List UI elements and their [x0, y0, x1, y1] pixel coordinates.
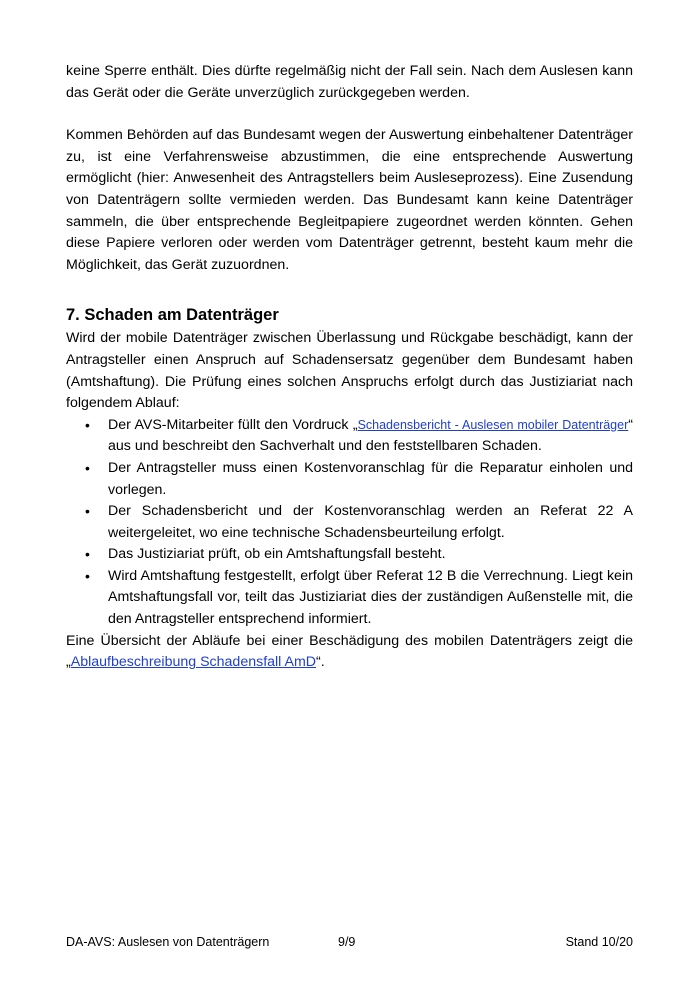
list-item: [66, 415, 633, 458]
ablaufbeschreibung-link[interactable]: Ablaufbeschreibung Schadensfall AmD: [70, 654, 317, 671]
footer-document-title: DA-AVS: Auslesen von Datenträgern: [66, 935, 270, 949]
paragraph-return-device: keine Sperre enthält. Dies dürfte regelmäßig nicht der Fall sein. Nach dem Auslesen kann das Gerät oder die Geräte unverzüglich zurückgegeben werden.: [66, 63, 633, 101]
footer-page-number: 9/9: [338, 935, 356, 949]
closing-text-end: “.: [316, 654, 325, 671]
section-heading-damage: 7. Schaden am Datenträger: [66, 306, 279, 325]
list-item-text: Der Schadensbericht und der Kostenvoranschlag werden an Referat 22 A weitergeleitet, wo eine technische Schadensbeurteilung erfolgt.: [108, 503, 633, 541]
list-item: [66, 544, 633, 566]
footer-version: Stand 10/20: [565, 935, 633, 949]
paragraph-authority-evaluation: Kommen Behörden auf das Bundesamt wegen der Auswertung einbehaltener Datenträger zu, ist eine Verfahrensweise abzustimmen, die eine entsprechende Auswertung ermöglicht (hier: Anwesenheit des Antragstellers beim Ausleseprozess). Eine Zusendung von Datenträgern sollte vermieden werden. Das Bundesamt kann keine Datenträger sammeln, die über entsprechende Begleitpapiere zugeordnet werden könnten. Gehen diese Papiere verloren oder werden vom Datenträger getrennt, besteht kaum mehr die Möglichkeit, das Gerät zuzuordnen.: [66, 127, 633, 273]
list-item: [66, 501, 633, 544]
list-item: [66, 566, 633, 631]
paragraph-gap: [66, 276, 633, 297]
paragraph-gap: [66, 104, 633, 125]
schadensbericht-link[interactable]: Schadensbericht - Auslesen mobiler Datenträger: [357, 417, 629, 432]
list-item-text: “ aus und beschreibt den Sachverhalt und den feststellbaren Schaden.: [108, 416, 633, 455]
list-item-text: Das Justiziariat prüft, ob ein Amtshaftungsfall besteht.: [108, 546, 446, 563]
bullet-icon: •: [85, 567, 90, 584]
page-footer: [66, 933, 633, 951]
bullet-icon: •: [85, 503, 90, 520]
closing-text: Eine Übersicht der Abläufe bei einer Beschädigung des mobilen Datenträgers zeigt die „: [66, 632, 633, 671]
bullet-icon: •: [85, 416, 90, 433]
bullet-icon: •: [85, 459, 90, 476]
list-item: [66, 458, 633, 501]
closing-paragraph: [66, 631, 633, 674]
list-item-text: Der Antragsteller muss einen Kostenvoranschlag für die Reparatur einholen und vorlegen.: [108, 459, 633, 498]
list-item-text: Der AVS-Mitarbeiter füllt den Vordruck „: [108, 416, 358, 433]
bullet-icon: •: [85, 546, 90, 563]
list-item-text: Wird Amtshaftung festgestellt, erfolgt über Referat 12 B die Verrechnung. Liegt kein Amtshaftungsfall vor, teilt das Justiziariat dies der zuständigen Außenstelle mit, die den Antragsteller entsprechend informiert.: [108, 567, 633, 628]
document-page: [66, 61, 633, 674]
procedure-list: [66, 415, 633, 631]
section-intro: Wird der mobile Datenträger zwischen Überlassung und Rückgabe beschädigt, kann der Antragsteller einen Anspruch auf Schadensersatz gegenüber dem Bundesamt haben (Amtshaftung). Die Prüfung eines solchen Anspruchs erfolgt durch das Justiziariat nach folgendem Ablauf:: [66, 330, 633, 412]
